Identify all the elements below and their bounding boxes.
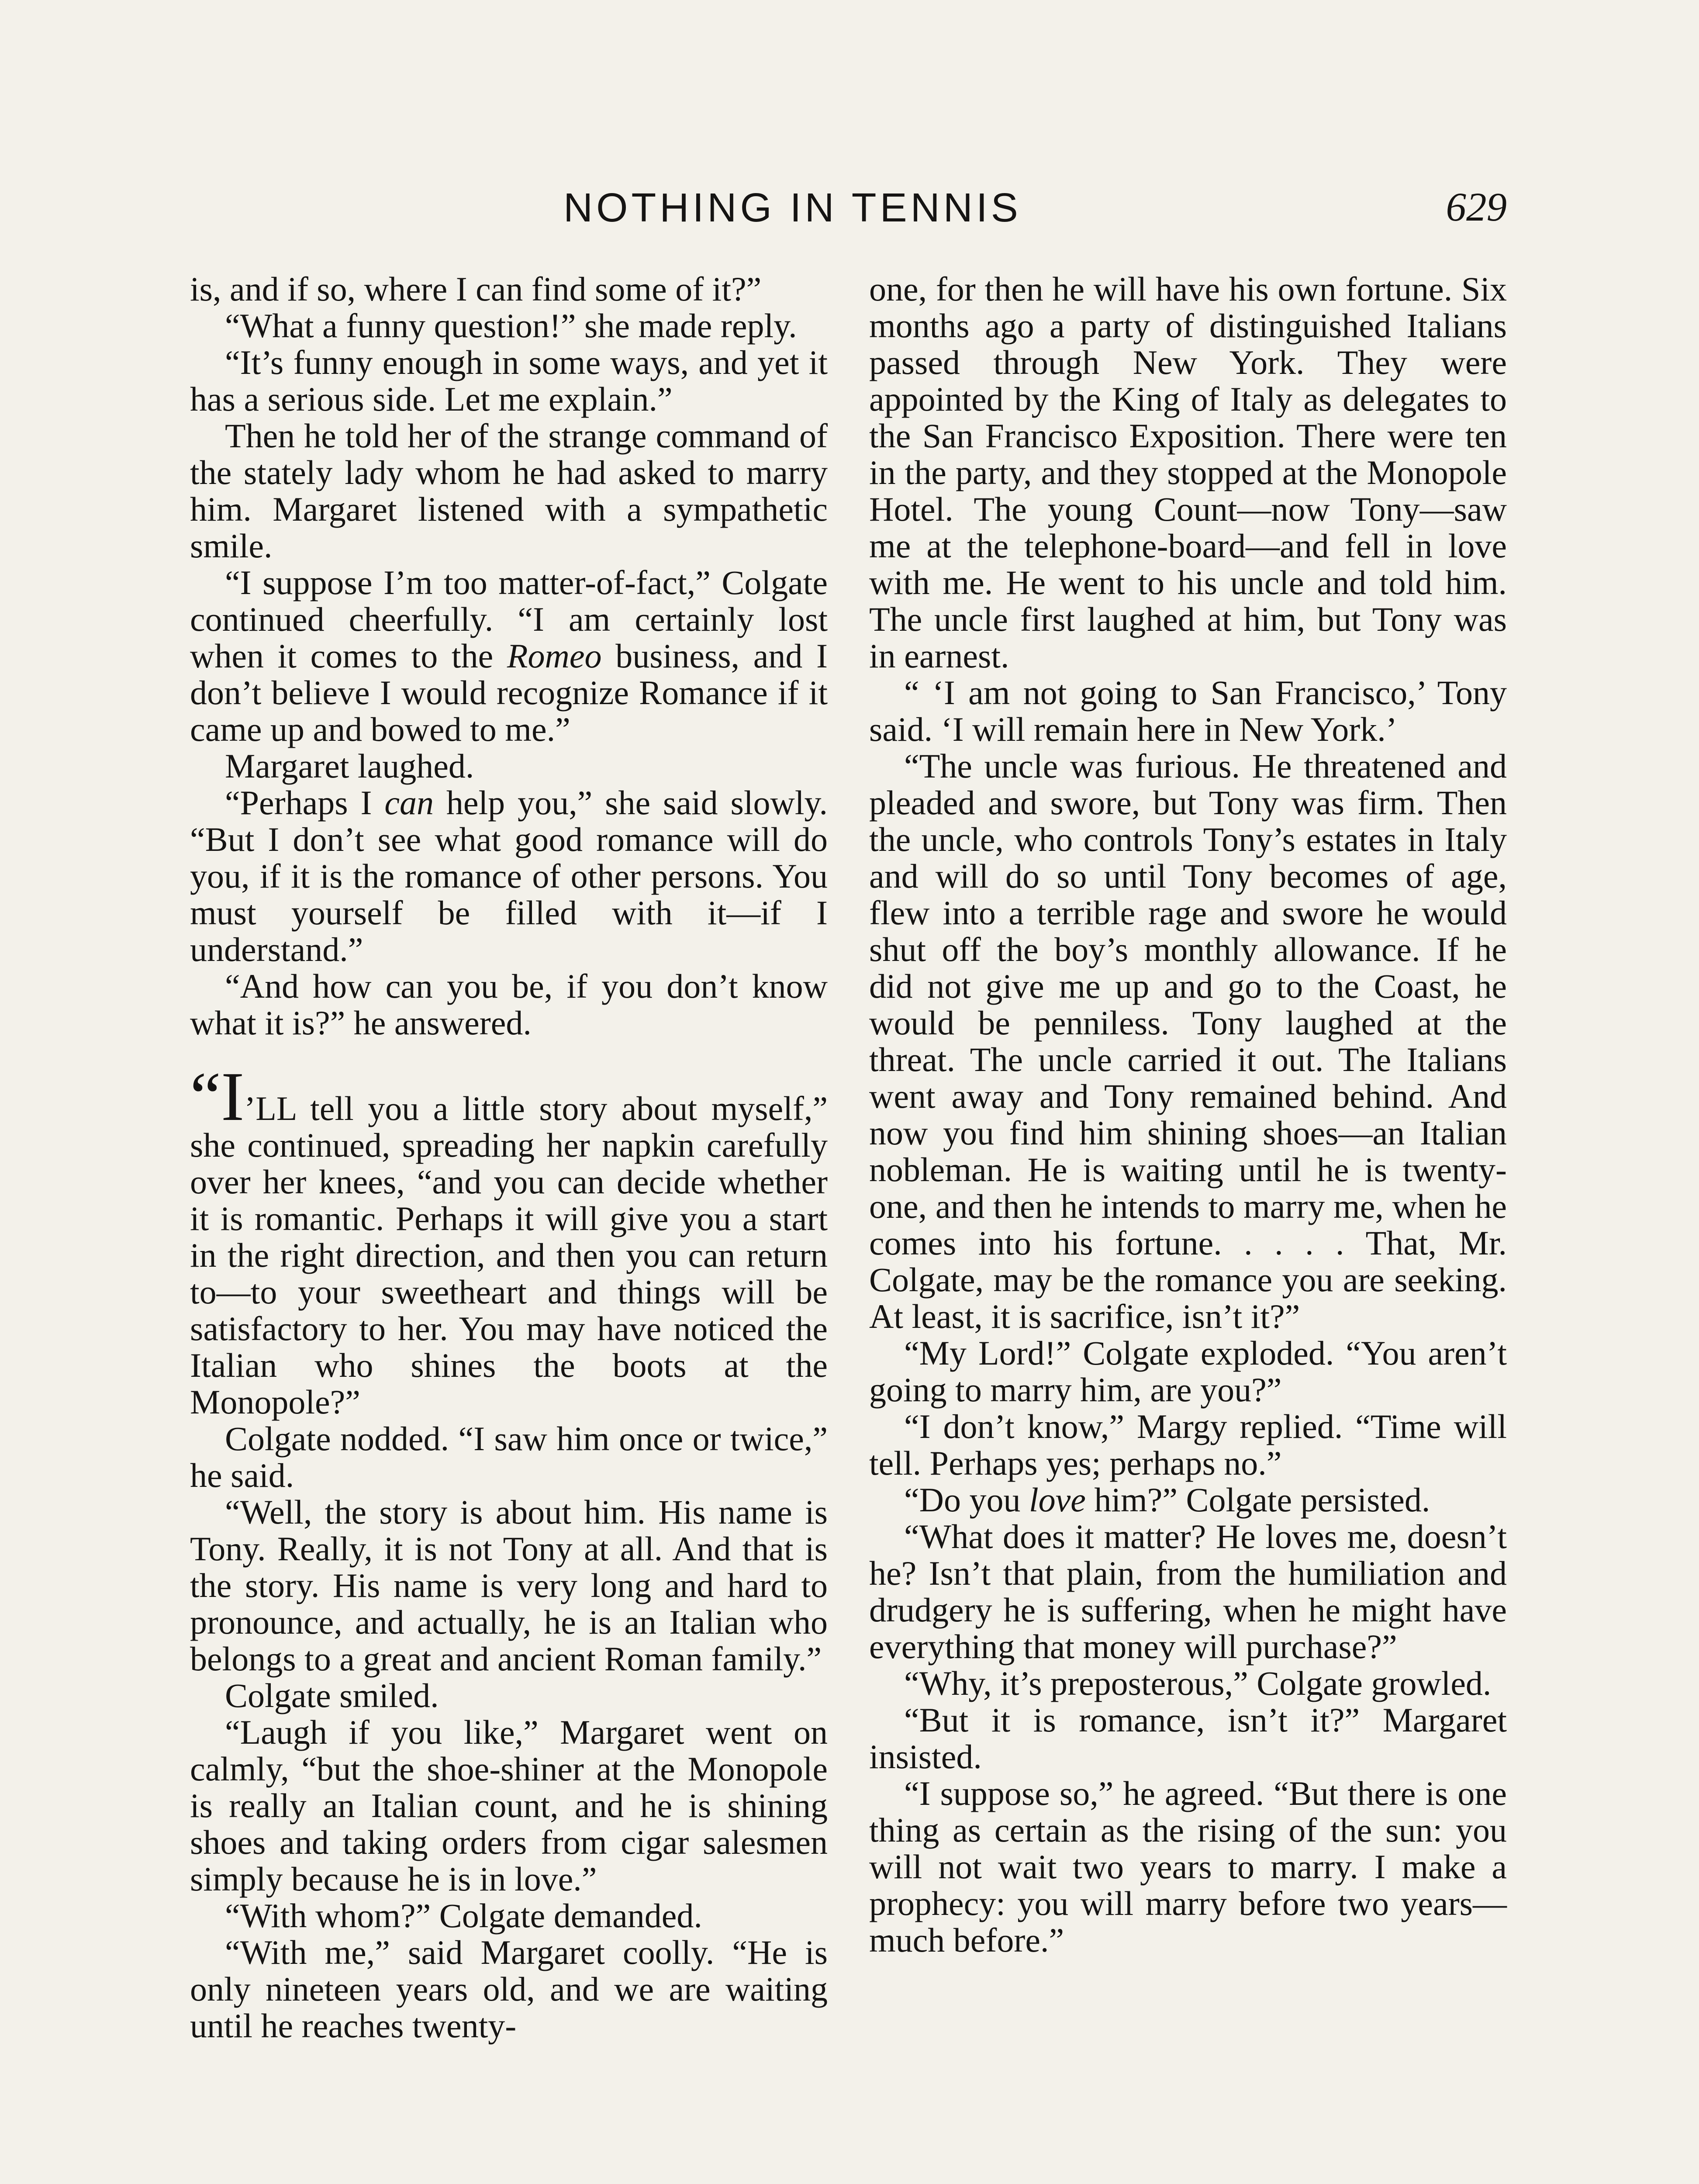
paragraph: “With me,” said Margaret coolly. “He is only nineteen years old, and we are waiting until he reaches twenty- — [190, 1933, 828, 2045]
paragraph: “But it is romance, isn’t it?” Margaret insisted. — [869, 1701, 1507, 1776]
page-number: 629 — [1446, 185, 1507, 230]
paragraph: “I suppose so,” he agreed. “But there is one thing as certain as the rising of the sun: you will not wait two years to marry. I make a prophecy: you will marry before two years—much before.” — [869, 1774, 1507, 1959]
right-column — [869, 271, 1507, 1959]
paragraph: “With whom?” Colgate demanded. — [225, 1897, 702, 1935]
italic-text: love — [1029, 1481, 1086, 1519]
text-run: “Do you — [904, 1481, 1029, 1519]
paragraph — [190, 784, 828, 968]
running-title: NOTHING IN TENNIS — [563, 185, 1022, 230]
paragraph: Then he told her of the strange command of the stately lady whom he had asked to marry him. Margaret listened with a sympathetic smile. — [190, 417, 828, 565]
text-run: “I suppose I’m too matter-of-fact,” Colgate continued cheerfully. “I am certainly lost when it comes to the — [190, 563, 828, 675]
running-header — [0, 175, 1699, 240]
paragraph: “What a funny question!” she made reply. — [225, 307, 797, 345]
paragraph — [190, 564, 828, 748]
paragraph: “Laugh if you like,” Margaret went on calmly, “but the shoe-shiner at the Monopole is really an Italian count, and he is shining shoes and taking orders from cigar salesmen simply because he is in love.” — [190, 1713, 828, 1898]
paragraph: is, and if so, where I can find some of it?” — [190, 270, 762, 308]
left-column — [190, 271, 828, 2044]
text-run: “Perhaps I — [225, 784, 385, 822]
paragraph: “Why, it’s preposterous,” Colgate growled. — [904, 1664, 1492, 1702]
text-run: him?” Colgate persisted. — [1085, 1481, 1430, 1519]
paragraph: “Well, the story is about him. His name is Tony. Really, it is not Tony at all. And that is the story. His name is very long and hard to pronounce, and actually, he is an Italian who belongs to a great and ancient Roman family.” — [190, 1493, 828, 1678]
paragraph: “My Lord!” Colgate exploded. “You aren’t going to marry him, are you?” — [869, 1334, 1507, 1409]
text-run: tell you a little story about myself,” she continued, spreading her napkin carefully over her knees, “and you can decide whether it is romantic. Perhaps it will give you a start in the right direction, and then you can return to—to your sweetheart and things will be satisfactory to her. You may have noticed the Italian who shines the boots at the Monopole?” — [190, 1089, 828, 1421]
italic-text: can — [384, 784, 434, 822]
paragraph: “ ‘I am not going to San Francisco,’ Tony said. ‘I will remain here in New York.’ — [869, 674, 1507, 748]
text-run: business, and I don’t believe I would recognize Romance if it came up and bowed to me.” — [190, 637, 828, 748]
paragraph — [869, 1482, 1507, 1518]
paragraph: “I don’t know,” Margy replied. “Time will tell. Perhaps yes; perhaps no.” — [869, 1407, 1507, 1482]
italic-text: Romeo — [507, 637, 602, 675]
small-caps-text: ’LL — [244, 1089, 296, 1127]
paragraph: Colgate nodded. “I saw him once or twice,” he said. — [190, 1420, 828, 1494]
section-start-paragraph — [190, 1057, 828, 1421]
paragraph: Margaret laughed. — [225, 747, 474, 785]
paragraph: “The uncle was furious. He threatened and pleaded and swore, but Tony was firm. Then the uncle, who controls Tony’s estates in Italy and will do so until Tony becomes of age, flew into a terrible rage and swore he would shut off the boy’s monthly allowance. If he did not give me up and go to the Coast, he would be penniless. Tony laughed at the threat. The uncle carried it out. The Italians went away and Tony remained behind. And now you find him shining shoes—an Italian nobleman. He is waiting until he is twenty-one, and then he intends to marry me, when he comes into his fortune. . . . . That, Mr. Colgate, may be the romance you are seeking. At least, it is sacrifice, isn’t it?” — [869, 747, 1507, 1335]
paragraph: “It’s funny enough in some ways, and yet it has a serious side. Let me explain.” — [190, 343, 828, 418]
drop-cap: “I — [190, 1057, 245, 1135]
paragraph: “What does it matter? He loves me, doesn’t he? Isn’t that plain, from the humiliation and drudgery he is suffering, when he might have everything that money will purchase?” — [869, 1517, 1507, 1666]
text-run: help you,” she said slowly. “But I don’t see what good romance will do you, if it is the romance of other persons. You must yourself be filled with it—if I understand.” — [190, 784, 828, 968]
paragraph: one, for then he will have his own fortune. Six months ago a party of distinguished Italians passed through New York. They were appointed by the King of Italy as delegates to the San Francisco Exposition. There were ten in the party, and they stopped at the Monopole Hotel. The young Count—now Tony—saw me at the telephone-board—and fell in love with me. He went to his uncle and told him. The uncle first laughed at him, but Tony was in earnest. — [869, 270, 1507, 675]
paragraph: Colgate smiled. — [225, 1676, 439, 1714]
paragraph: “And how can you be, if you don’t know what it is?” he answered. — [190, 967, 828, 1042]
